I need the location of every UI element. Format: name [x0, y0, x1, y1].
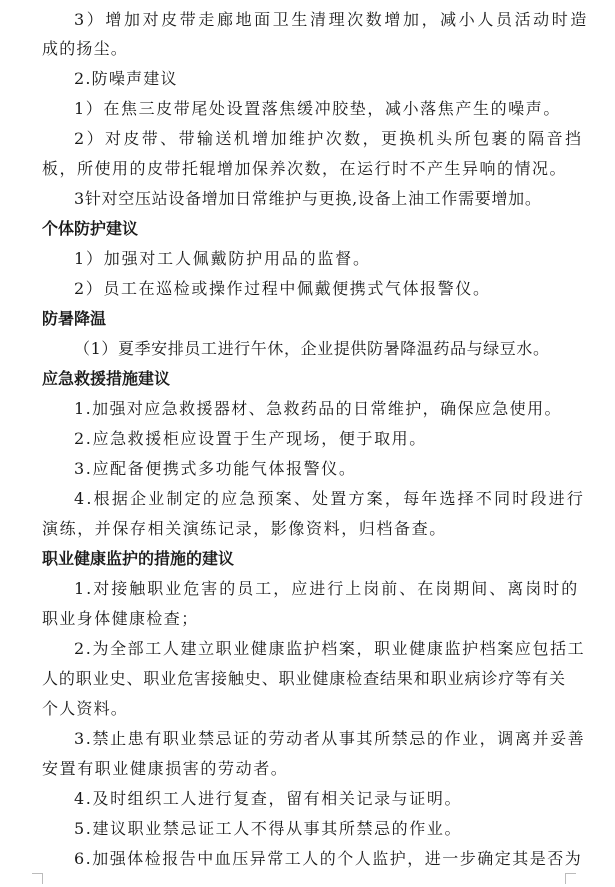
section-heading: 个体防护建议 — [42, 219, 139, 238]
crop-mark-bottom-right — [565, 873, 576, 884]
paragraph-line: 成的扬尘。 — [42, 39, 129, 58]
section-heading: 防暑降温 — [42, 309, 107, 328]
paragraph-line: 3针对空压站设备增加日常维护与更换,设备上油工作需要增加。 — [74, 189, 542, 208]
paragraph-line: 职业身体健康检查； — [42, 609, 199, 628]
paragraph-line: 2）对皮带、带输送机增加维护次数，更换机头所包裹的隔音挡 — [74, 129, 584, 148]
paragraph-line: 2）员工在巡检或操作过程中佩戴便携式气体报警仪。 — [74, 279, 491, 298]
paragraph-line: 安置有职业健康损害的劳动者。 — [42, 759, 289, 778]
paragraph-line: 2.为全部工人建立职业健康监护档案，职业健康监护档案应包括工 — [74, 639, 586, 658]
paragraph-line: （1）夏季安排员工进行午休，企业提供防暑降温药品与绿豆水。 — [74, 339, 550, 358]
paragraph-line: 板，所使用的皮带托辊增加保养次数，在运行时不产生异响的情况。 — [42, 159, 568, 178]
paragraph-line: 1）在焦三皮带尾处设置落焦缓冲胶垫，减小落焦产生的噪声。 — [74, 99, 561, 118]
paragraph-line: 个人资料。 — [42, 699, 129, 718]
paragraph-line: 1.加强对应急救援器材、急救药品的日常维护，确保应急使用。 — [74, 399, 562, 418]
section-heading: 职业健康监护的措施的建议 — [42, 549, 235, 568]
paragraph-line: 5.建议职业禁忌证工人不得从事其所禁忌的作业。 — [74, 819, 463, 838]
paragraph-line: 6.加强体检报告中血压异常工人的个人监护，进一步确定其是否为 — [74, 849, 583, 868]
paragraph-line: 3）增加对皮带走廊地面卫生清理次数增加，减小人员活动时造 — [74, 10, 589, 29]
paragraph-line: 1）加强对工人佩戴防护用品的监督。 — [74, 249, 371, 268]
paragraph-line: 3.禁止患有职业禁忌证的劳动者从事其所禁忌的作业，调离并妥善 — [74, 729, 586, 748]
paragraph-line: 3.应配备便携式多功能气体报警仪。 — [74, 459, 357, 478]
paragraph-line: 2.应急救援柜应设置于生产现场，便于取用。 — [74, 429, 427, 448]
paragraph-line: 演练，并保存相关演练记录，影像资料，归档备查。 — [42, 519, 447, 538]
paragraph-line: 4.根据企业制定的应急预案、处置方案，每年选择不同时段进行 — [74, 489, 586, 508]
section-subheading: 2.防噪声建议 — [74, 69, 178, 88]
paragraph-line: 4.及时组织工人进行复查，留有相关记录与证明。 — [74, 789, 463, 808]
paragraph-line: 人的职业史、职业危害接触史、职业健康检查结果和职业病诊疗等有关 — [42, 669, 566, 688]
section-heading: 应急救援措施建议 — [42, 369, 171, 388]
crop-mark-bottom-left — [32, 873, 43, 884]
paragraph-line: 1.对接触职业危害的员工，应进行上岗前、在岗期间、离岗时的 — [74, 579, 580, 598]
